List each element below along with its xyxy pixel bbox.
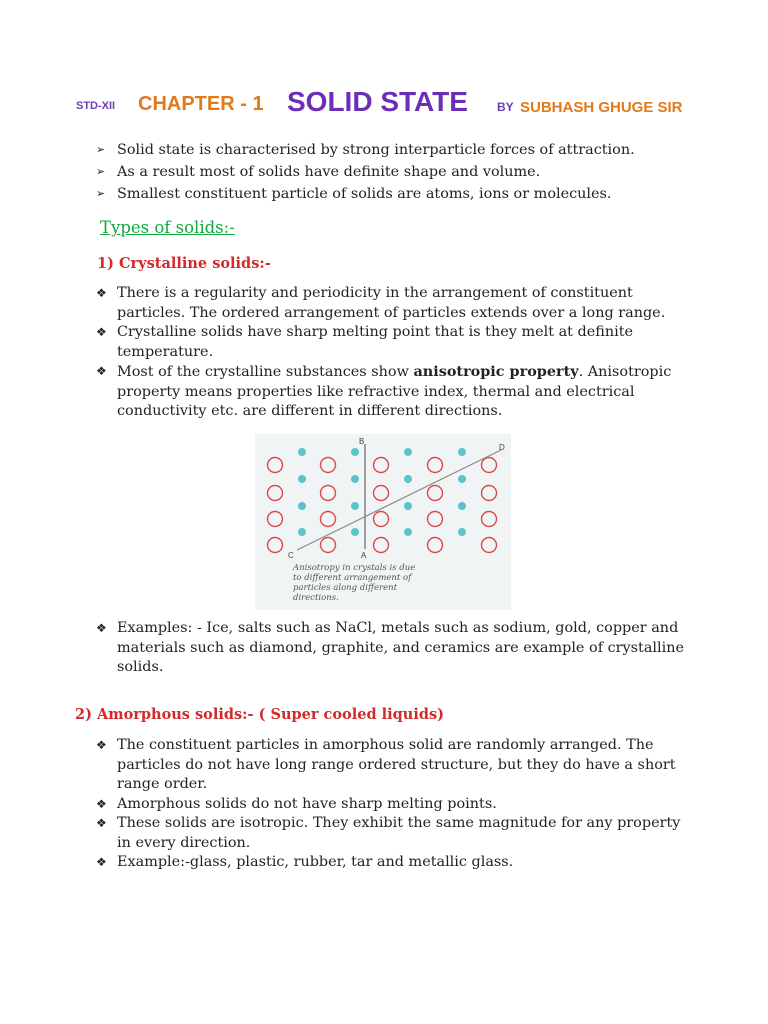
amorphous-list (96, 736, 688, 873)
list-item: ❖ Examples: - Ice, salts such as NaCl, metals such as sodium, gold, copper and materials such as diamond, graphite, and ceramics are example of crystalline solids. (96, 620, 684, 675)
filled-particle-dot (404, 475, 412, 483)
caption-line: to different arrangement of (293, 573, 412, 583)
list-item: ➢ Smallest constituent particle of solids are atoms, ions or molecules. (96, 183, 696, 205)
list-item: ❖ Example:-glass, plastic, rubber, tar and metallic glass. (96, 853, 688, 873)
diamond-bullet-icon: ❖ (96, 364, 107, 378)
label-d: D (499, 443, 505, 452)
caption-line: Anisotropy in crystals is due (293, 563, 416, 573)
intro-list (96, 139, 696, 205)
examples-list (96, 619, 688, 678)
filled-particle-dot (298, 448, 306, 456)
author-name: SUBHASH GHUGE SIR (520, 99, 683, 116)
filled-particle-dot (351, 528, 359, 536)
diamond-bullet-icon: ❖ (96, 855, 107, 869)
arrow-bullet-icon: ➢ (96, 187, 106, 200)
list-item: ❖ Crystalline solids have sharp melting point that is they melt at definite temperature. (96, 324, 634, 360)
diamond-bullet-icon: ❖ (96, 816, 107, 830)
crystalline-heading: 1) Crystalline solids:- (97, 255, 271, 272)
anisotropy-figure (255, 434, 511, 610)
filled-particle-dot (458, 528, 466, 536)
arrow-bullet-icon: ➢ (96, 165, 106, 178)
caption-line: particles along different (293, 583, 397, 593)
filled-particle-dot (351, 502, 359, 510)
list-item: ❖ Amorphous solids do not have sharp melting points. (96, 795, 688, 815)
anisotropy-diagram (255, 434, 511, 610)
label-c: C (288, 551, 294, 560)
std-label: STD-XII (76, 100, 116, 112)
diamond-bullet-icon: ❖ (96, 286, 107, 300)
diamond-bullet-icon: ❖ (96, 796, 107, 811)
chapter-label: CHAPTER - 1 (138, 93, 264, 115)
filled-particle-dot (404, 448, 412, 456)
list-item: ❖ There is a regularity and periodicity in the arrangement of constituent particles. The ordered arrangement of particles extends over a long range. (96, 285, 666, 321)
types-heading: Types of solids:- (100, 218, 235, 237)
filled-particle-dot (458, 448, 466, 456)
label-a: A (361, 551, 367, 560)
amorphous-heading: 2) Amorphous solids:- ( Super cooled liquids) (75, 706, 445, 723)
filled-particle-dot (351, 448, 359, 456)
list-item: ❖ The constituent particles in amorphous solid are randomly arranged. The particles do not have long range ordered structure, but they do have a short range order. (96, 737, 676, 792)
diamond-bullet-icon: ❖ (96, 738, 107, 752)
page-title: SOLID STATE (287, 86, 468, 117)
crystalline-list (96, 284, 688, 422)
list-item: ❖ These solids are isotropic. They exhibit the same magnitude for any property in every direction. (96, 815, 681, 851)
diamond-bullet-icon: ❖ (96, 325, 107, 339)
diamond-bullet-icon: ❖ (96, 621, 107, 635)
filled-particle-dot (404, 502, 412, 510)
filled-particle-dot (458, 475, 466, 483)
arrow-bullet-icon: ➢ (96, 143, 106, 156)
filled-particle-dot (298, 475, 306, 483)
filled-particle-dot (458, 502, 466, 510)
filled-particle-dot (298, 528, 306, 536)
list-item: ❖ Most of the crystalline substances show anisotropic property. Anisotropic property means properties like refractive index, thermal and electrical conductivity etc. are different in different directions. (96, 363, 672, 419)
caption-line: directions. (293, 593, 339, 603)
list-item: ➢ As a result most of solids have definite shape and volume. (96, 161, 696, 183)
filled-particle-dot (404, 528, 412, 536)
by-label: BY (497, 100, 514, 114)
label-b: B (359, 437, 365, 446)
anisotropic-term: anisotropic property (413, 363, 579, 380)
filled-particle-dot (298, 502, 306, 510)
filled-particle-dot (351, 475, 359, 483)
list-item: ➢ Solid state is characterised by strong interparticle forces of attraction. (96, 139, 696, 161)
page-header (76, 82, 696, 122)
